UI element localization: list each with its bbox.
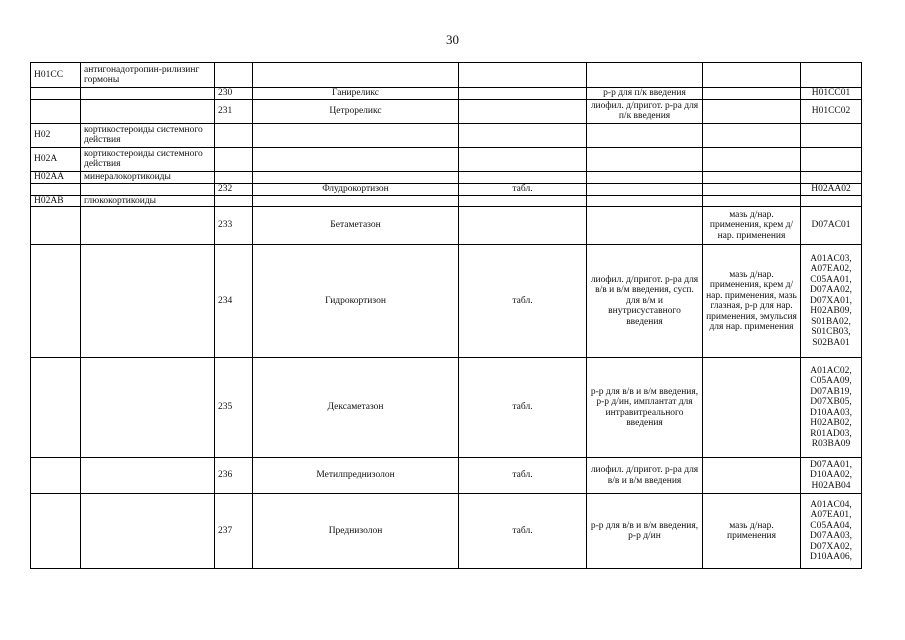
cell-form3 — [703, 358, 801, 458]
cell-form3: мазь д/нар. применения — [703, 494, 801, 569]
cell-num — [215, 195, 253, 207]
cell-name: антигонадотропин-рилизинг гормоны — [81, 63, 215, 88]
cell-name — [81, 183, 215, 195]
table-row — [31, 195, 862, 207]
cell-form1 — [459, 171, 587, 183]
cell-atc — [801, 147, 862, 171]
cell-drug: Преднизолон — [253, 494, 459, 569]
cell-drug — [253, 63, 459, 88]
cell-form1: табл. — [459, 183, 587, 195]
cell-atc: A01AC04, A07EA01, C05AA04, D07AA03, D07XA02, D10AA06, — [801, 494, 862, 569]
cell-form1: табл. — [459, 494, 587, 569]
cell-atc — [801, 123, 862, 147]
cell-drug: Бетаметазон — [253, 207, 459, 245]
cell-drug — [253, 171, 459, 183]
cell-num — [215, 63, 253, 88]
cell-form1 — [459, 195, 587, 207]
cell-form2 — [587, 171, 703, 183]
cell-code: H02AB — [31, 195, 81, 207]
table-row — [31, 245, 862, 358]
cell-drug: Дексаметазон — [253, 358, 459, 458]
cell-num — [215, 123, 253, 147]
cell-form1: табл. — [459, 245, 587, 358]
cell-form3 — [703, 63, 801, 88]
cell-form3 — [703, 458, 801, 494]
cell-num: 234 — [215, 245, 253, 358]
cell-form2: р-р для п/к введения — [587, 88, 703, 100]
cell-form1 — [459, 207, 587, 245]
cell-name: кортикостероиды системного действия — [81, 147, 215, 171]
cell-drug: Флудрокортизон — [253, 183, 459, 195]
cell-code — [31, 88, 81, 100]
cell-form3 — [703, 195, 801, 207]
cell-form2 — [587, 183, 703, 195]
cell-drug — [253, 123, 459, 147]
cell-num: 235 — [215, 358, 253, 458]
cell-form3 — [703, 123, 801, 147]
cell-atc: H01CC01 — [801, 88, 862, 100]
cell-code — [31, 245, 81, 358]
cell-form2: р-р для в/в и в/м введения, р-р д/ин, имплантат для интравитреального введения — [587, 358, 703, 458]
cell-form2: р-р для в/в и в/м введения, р-р д/ин — [587, 494, 703, 569]
table-row — [31, 88, 862, 100]
cell-name — [81, 88, 215, 100]
cell-atc — [801, 171, 862, 183]
cell-num — [215, 147, 253, 171]
cell-code: H02 — [31, 123, 81, 147]
table-row — [31, 207, 862, 245]
cell-atc: A01AC02, C05AA09, D07AB19, D07XB05, D10AA03, H02AB02, R01AD03, R03BA09 — [801, 358, 862, 458]
table-row — [31, 458, 862, 494]
cell-form1: табл. — [459, 358, 587, 458]
cell-form3 — [703, 171, 801, 183]
cell-name — [81, 494, 215, 569]
cell-name — [81, 358, 215, 458]
cell-atc: A01AC03, A07EA02, C05AA01, D07AA02, D07XA01, H02AB09, S01BA02, S01CB03, S02BA01 — [801, 245, 862, 358]
cell-atc — [801, 195, 862, 207]
cell-num: 237 — [215, 494, 253, 569]
cell-code: H01CC — [31, 63, 81, 88]
cell-drug: Гидрокортизон — [253, 245, 459, 358]
cell-name: минералокортикоиды — [81, 171, 215, 183]
cell-code: H02A — [31, 147, 81, 171]
cell-name — [81, 207, 215, 245]
cell-form1 — [459, 147, 587, 171]
cell-drug: Цетрореликс — [253, 99, 459, 123]
cell-code — [31, 207, 81, 245]
table-row — [31, 99, 862, 123]
cell-form3 — [703, 99, 801, 123]
cell-form3: мазь д/нар. применения, крем д/нар. применения, мазь глазная, р-р для нар. применения, эмульсия для нар. применения — [703, 245, 801, 358]
cell-form1 — [459, 63, 587, 88]
cell-form1 — [459, 88, 587, 100]
page-number: 30 — [446, 32, 459, 47]
cell-form2 — [587, 123, 703, 147]
cell-num — [215, 171, 253, 183]
cell-form2: лиофил. д/пригот. р-ра для п/к введения — [587, 99, 703, 123]
cell-name — [81, 99, 215, 123]
cell-name: кортикостероиды системного действия — [81, 123, 215, 147]
cell-name: глюкокортикоиды — [81, 195, 215, 207]
cell-name — [81, 245, 215, 358]
table-row — [31, 123, 862, 147]
drug-table — [30, 62, 862, 569]
cell-atc: H02AA02 — [801, 183, 862, 195]
cell-form3 — [703, 88, 801, 100]
cell-form2: лиофил. д/пригот. р-ра для в/в и в/м введения — [587, 458, 703, 494]
cell-num: 230 — [215, 88, 253, 100]
cell-form1: табл. — [459, 458, 587, 494]
table-row — [31, 147, 862, 171]
cell-code — [31, 494, 81, 569]
cell-form3 — [703, 147, 801, 171]
cell-drug — [253, 195, 459, 207]
cell-num: 232 — [215, 183, 253, 195]
cell-num: 236 — [215, 458, 253, 494]
cell-form1 — [459, 123, 587, 147]
cell-form2: лиофил. д/пригот. р-ра для в/в и в/м введения, сусп. для в/м и внутрисуставного введения — [587, 245, 703, 358]
cell-form1 — [459, 99, 587, 123]
cell-num: 233 — [215, 207, 253, 245]
cell-atc: H01CC02 — [801, 99, 862, 123]
cell-drug — [253, 147, 459, 171]
cell-drug: Метилпреднизолон — [253, 458, 459, 494]
cell-atc — [801, 63, 862, 88]
cell-drug: Ганиреликс — [253, 88, 459, 100]
cell-atc: D07AA01, D10AA02, H02AB04 — [801, 458, 862, 494]
cell-code — [31, 358, 81, 458]
table-row — [31, 494, 862, 569]
cell-code — [31, 183, 81, 195]
cell-form3 — [703, 183, 801, 195]
cell-code — [31, 458, 81, 494]
cell-atc: D07AC01 — [801, 207, 862, 245]
cell-form3: мазь д/нар. применения, крем д/нар. применения — [703, 207, 801, 245]
cell-name — [81, 458, 215, 494]
cell-form2 — [587, 207, 703, 245]
table-row — [31, 183, 862, 195]
cell-code: H02AA — [31, 171, 81, 183]
cell-code — [31, 99, 81, 123]
table-row — [31, 358, 862, 458]
table-row — [31, 171, 862, 183]
table-row — [31, 63, 862, 88]
cell-form2 — [587, 63, 703, 88]
cell-num: 231 — [215, 99, 253, 123]
cell-form2 — [587, 147, 703, 171]
cell-form2 — [587, 195, 703, 207]
